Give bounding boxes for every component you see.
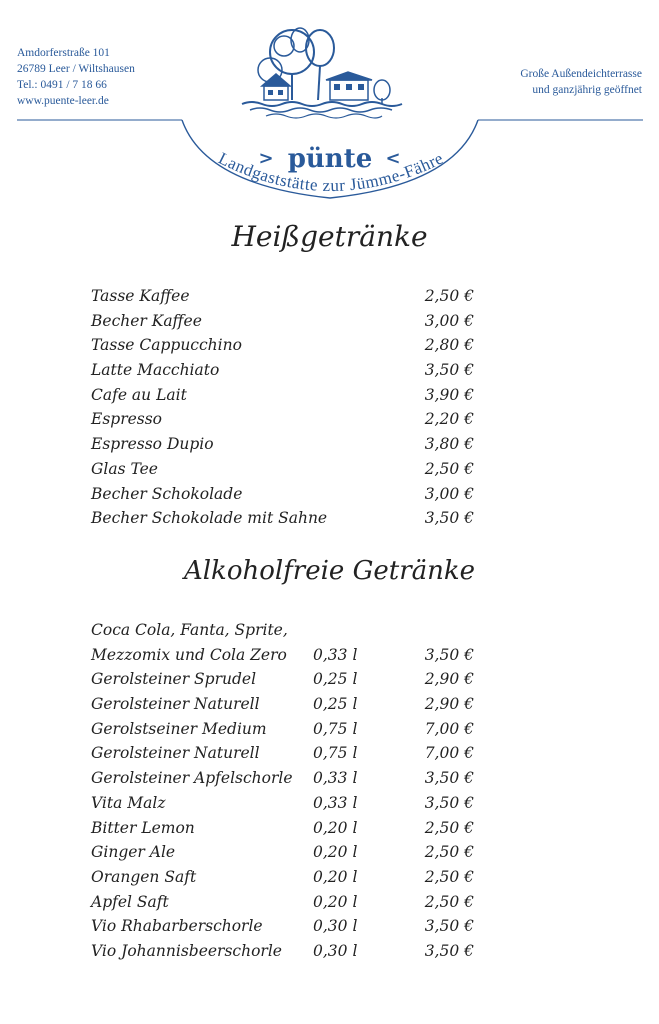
menu-item <box>91 333 491 358</box>
item-name: Vio Rhabarberschorle <box>91 917 263 936</box>
item-price: 3,50 € <box>424 361 474 380</box>
menu-item <box>91 865 491 890</box>
item-name: Espresso <box>91 410 163 429</box>
terrace-info <box>520 66 642 98</box>
hot-drinks-list <box>91 284 491 531</box>
menu-item <box>91 914 491 939</box>
hot-drinks-title: Heißgetränke <box>231 220 428 253</box>
menu-item <box>91 816 491 841</box>
item-name: Tasse Cappucchino <box>91 336 242 355</box>
item-volume: 0,30 l <box>313 941 358 960</box>
item-price: 3,80 € <box>424 435 474 454</box>
item-price: 2,90 € <box>424 695 474 714</box>
item-price: 3,90 € <box>424 385 474 404</box>
menu-item <box>91 284 491 309</box>
menu-item <box>91 358 491 383</box>
item-name: Cafe au Lait <box>91 385 187 404</box>
menu-item-first-line: Coca Cola, Fanta, Sprite, <box>91 621 288 639</box>
item-price: 3,50 € <box>424 509 474 528</box>
menu-item <box>91 692 491 717</box>
logo-name: pünte <box>287 144 373 174</box>
menu-item <box>91 309 491 334</box>
item-price: 2,20 € <box>424 410 474 429</box>
logo-right-chevron-icon: < <box>385 148 401 169</box>
item-volume: 0,20 l <box>313 843 358 862</box>
item-name: Mezzomix und Cola Zero <box>91 645 287 664</box>
menu-item <box>91 643 491 668</box>
item-price: 3,50 € <box>424 941 474 960</box>
menu-item <box>91 432 491 457</box>
item-name: Glas Tee <box>91 459 158 478</box>
item-price: 2,50 € <box>424 867 474 886</box>
item-name: Latte Macchiato <box>91 361 220 380</box>
menu-item <box>91 506 491 531</box>
terrace-line-1: Große Außendeichterrasse <box>520 68 642 80</box>
item-name: Espresso Dupio <box>91 435 214 454</box>
address-city: 26789 Leer / Wiltshausen <box>17 63 135 75</box>
logo-left-chevron-icon: > <box>258 148 274 169</box>
item-volume: 0,33 l <box>313 645 358 664</box>
landscape-ferry-icon <box>242 28 402 118</box>
item-name: Tasse Kaffee <box>91 287 190 305</box>
item-name: Orangen Saft <box>91 867 197 886</box>
item-name: Gerolsteiner Sprudel <box>91 670 257 689</box>
menu-item <box>91 840 491 865</box>
item-name: Vita Malz <box>91 793 166 812</box>
address-website[interactable]: www.puente-leer.de <box>17 95 109 107</box>
item-name: Bitter Lemon <box>91 818 195 837</box>
soft-drinks-title: Alkoholfreie Getränke <box>183 556 476 586</box>
item-name: Apfel Saft <box>91 892 169 911</box>
menu-item <box>91 766 491 791</box>
item-volume: 0,20 l <box>313 867 358 886</box>
item-price: 3,50 € <box>424 769 474 788</box>
item-volume: 0,33 l <box>313 793 358 812</box>
menu-item <box>91 407 491 432</box>
item-name: Becher Schokolade mit Sahne <box>91 509 328 528</box>
item-volume: 0,25 l <box>313 695 358 714</box>
menu-item <box>91 741 491 766</box>
item-price: 3,50 € <box>424 917 474 936</box>
item-volume: 0,20 l <box>313 892 358 911</box>
menu-item <box>91 457 491 482</box>
item-price: 2,50 € <box>424 459 474 478</box>
item-price: 3,50 € <box>424 793 474 812</box>
item-volume: 0,33 l <box>313 769 358 788</box>
item-volume: 0,30 l <box>313 917 358 936</box>
item-name: Ginger Ale <box>91 843 176 862</box>
address-block <box>17 45 135 109</box>
item-name: Gerolstseiner Medium <box>91 719 267 738</box>
item-price: 2,50 € <box>424 287 474 305</box>
menu-item <box>91 939 491 964</box>
menu-item <box>91 791 491 816</box>
menu-item <box>91 482 491 507</box>
item-price: 2,80 € <box>424 336 474 355</box>
soft-drinks-list <box>91 618 491 964</box>
item-price: 2,90 € <box>424 670 474 689</box>
menu-item <box>91 717 491 742</box>
item-price: 7,00 € <box>424 744 474 763</box>
item-price: 3,50 € <box>424 645 474 664</box>
item-name: Becher Kaffee <box>91 311 202 330</box>
item-price: 2,50 € <box>424 843 474 862</box>
item-volume: 0,20 l <box>313 818 358 837</box>
address-street: Amdorferstraße 101 <box>17 47 110 59</box>
menu-item <box>91 667 491 692</box>
item-price: 2,50 € <box>424 892 474 911</box>
item-volume: 0,75 l <box>313 744 358 763</box>
menu-item <box>91 890 491 915</box>
item-price: 3,00 € <box>424 484 474 503</box>
item-name: Vio Johannisbeerschorle <box>91 941 282 960</box>
item-price: 7,00 € <box>424 719 474 738</box>
logo-tagline: Landgaststätte zur Jümme-Fähre <box>215 148 447 196</box>
address-phone: Tel.: 0491 / 7 18 66 <box>17 79 107 91</box>
menu-item <box>91 383 491 408</box>
item-volume: 0,75 l <box>313 719 358 738</box>
item-name: Becher Schokolade <box>91 484 243 503</box>
terrace-line-2: und ganzjährig geöffnet <box>532 84 642 96</box>
item-price: 3,00 € <box>424 311 474 330</box>
item-name: Gerolsteiner Apfelschorle <box>91 769 293 788</box>
item-price: 2,50 € <box>424 818 474 837</box>
item-name: Gerolsteiner Naturell <box>91 744 260 763</box>
item-name: Gerolsteiner Naturell <box>91 695 260 714</box>
item-volume: 0,25 l <box>313 670 358 689</box>
